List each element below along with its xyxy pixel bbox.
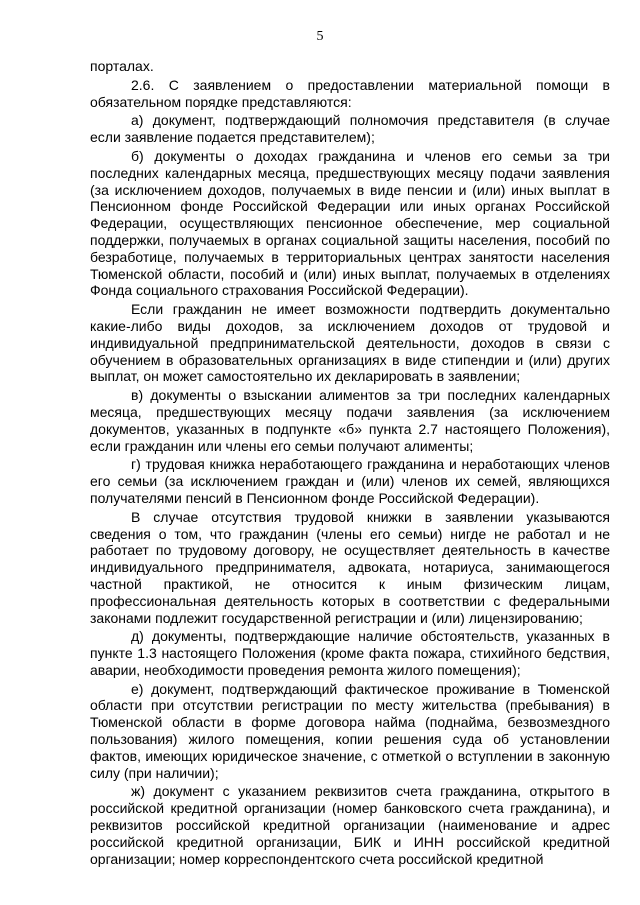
paragraph-item-b: б) документы о доходах гражданина и членов его семьи за три последних календарных месяца, предшествующих месяцу подачи заявления (за исключением доходов, получаемых в виде пенсии и (или) иных выплат в Пенсионном фонде Российской Федерации или иных органах Российской Федерации, осуществляющих пенсионное обеспечение, мер социальной поддержки, получаемых в органах социальной защиты населения, пособий по безработице, получаемых в территориальных центрах занятости населения Тюменской области, пособий и (или) иных выплат, получаемых в отделениях Фонда социального страхования Российской Федерации). [90, 147, 610, 299]
paragraph-item-e: е) документ, подтверждающий фактическое проживание в Тюменской области при отсутствии регистрации по месту жительства (пребывания) в Тюменской области в форме договора найма (поднайма, безвозмездного пользования) жилого помещения, копии решения суда об установлении фактов, имеющих юридическое значение, с отметкой о вступлении в законную силу (при наличии); [90, 680, 610, 781]
document-body [90, 58, 610, 869]
paragraph-item-zh: ж) документ с указанием реквизитов счета гражданина, открытого в российской кредитной организации (номер банковского счета гражданина), и реквизитов российской кредитной организации (наименование и адрес российской кредитной организации, БИК и ИНН российской кредитной организации; номер корреспондентского счета российской кредитной [90, 783, 610, 867]
paragraph-item-v: в) документы о взыскании алиментов за три последних календарных месяца, предшествующих месяцу подачи заявления (за исключением документов, указанных в подпункте «б» пункта 2.7 настоящего Положения), если гражданин или члены его семьи получают алименты; [90, 387, 610, 454]
paragraph-item-a: а) документ, подтверждающий полномочия представителя (в случае если заявление подается представителем); [90, 112, 610, 146]
paragraph-item-d: д) документы, подтверждающие наличие обстоятельств, указанных в пункте 1.3 настоящего Положения (кроме факта пожара, стихийного бедствия, аварии, необходимости проведения ремонта жилого помещения); [90, 628, 610, 678]
paragraph-item-g: г) трудовая книжка неработающего гражданина и неработающих членов его семьи (за исключением граждан и (или) членов их семей, являющихся получателями пенсий в Пенсионном фонде Российской Федерации). [90, 456, 610, 506]
paragraph-continuation: порталах. [90, 58, 154, 74]
paragraph-income-declaration: Если гражданин не имеет возможности подтвердить документально какие-либо виды доходов, за исключением доходов от трудовой и индивидуальной предпринимательской деятельности, доходов в связи с обучением в образовательных организациях в виде стипендии и (или) других выплат, он может самостоятельно их декларировать в заявлении; [90, 301, 610, 385]
page-number: 5 [316, 29, 324, 44]
paragraph-2-6: 2.6. С заявлением о предоставлении материальной помощи в обязательном порядке представляются: [90, 76, 610, 110]
paragraph-no-work-book: В случае отсутствия трудовой книжки в заявлении указываются сведения о том, что гражданин (члены его семьи) нигде не работал и не работает по трудовому договору, не осуществляет деятельность в качестве индивидуального предпринимателя, адвоката, нотариуса, занимающегося частной практикой, не относится к иным физическим лицам, профессиональная деятельность которых в соответствии с федеральными законами подлежит государственной регистрации и (или) лицензированию; [90, 508, 610, 626]
